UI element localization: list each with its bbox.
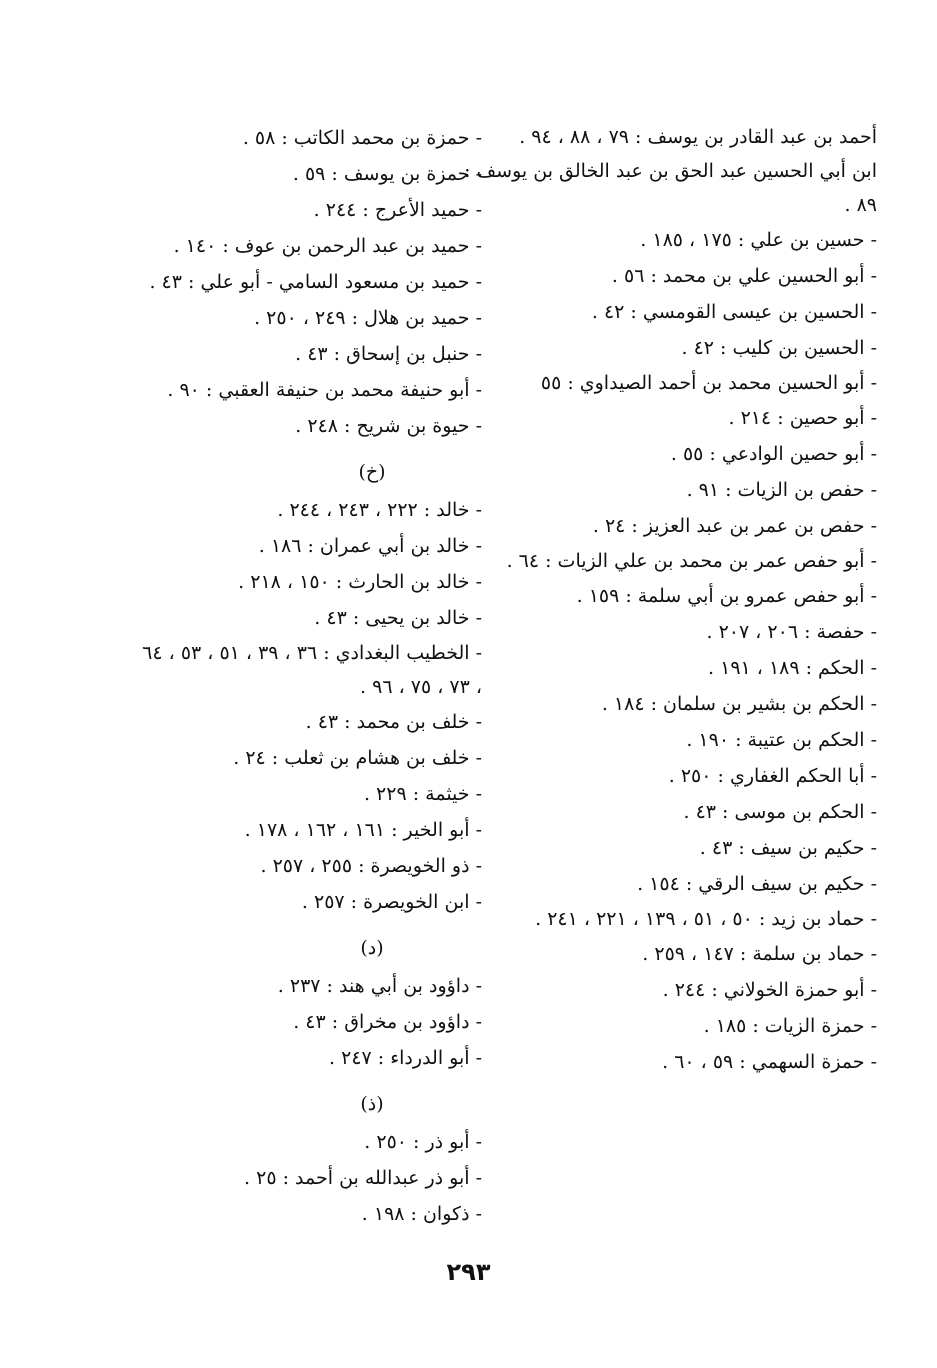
index-entry: - أبو حفص عمرو بن أبي سلمة : ١٥٩ .: [576, 585, 877, 607]
index-entry: - حميد بن عبد الرحمن بن عوف : ١٤٠ .: [173, 235, 482, 257]
index-entry: - حميد الأعرج : ٢٤٤ .: [313, 199, 482, 221]
section-heading-dhal: (ذ): [360, 1093, 384, 1115]
index-entry: - حميد بن مسعود السامي - أبو علي : ٤٣ .: [149, 271, 482, 293]
index-entry: - خالد بن يحيى : ٤٣ .: [314, 607, 482, 629]
index-entry: - أبو حفص عمر بن محمد بن علي الزيات : ٦٤ .: [506, 550, 877, 572]
index-entry: - الحكم بن عتيبة : ١٩٠ .: [686, 729, 877, 751]
index-entry: - الخطيب البغدادي : ٣٦ ، ٣٩ ، ٥١ ، ٥٣ ، ٦٤ ، ٧٣ ، ٧٥ ، ٩٦ .: [142, 642, 482, 698]
index-entry: - ذكوان : ١٩٨ .: [361, 1203, 482, 1225]
index-entry: - حفصة : ٢٠٦ ، ٢٠٧ .: [706, 621, 877, 643]
index-entry: - أبو ذر عبدالله بن أحمد : ٢٥ .: [244, 1167, 482, 1189]
index-entry: - خالد بن أبي عمران : ١٨٦ .: [258, 535, 482, 557]
index-entry: - أبو حصين : ٢١٤ .: [728, 407, 877, 429]
index-entry: - حماد بن زيد : ٥٠ ، ٥١ ، ١٣٩ ، ٢٢١ ، ٢٤١ .: [535, 908, 877, 930]
index-entry: - ابن الخويصرة : ٢٥٧ .: [301, 891, 482, 913]
index-entry: - حيوة بن شريح : ٢٤٨ .: [295, 415, 482, 437]
index-entry: - حكيم بن سيف : ٤٣ .: [699, 837, 877, 859]
index-entry: - ذو الخويصرة : ٢٥٥ ، ٢٥٧ .: [260, 855, 482, 877]
section-heading-dal: (د): [360, 937, 384, 959]
index-entry: - الحكم بن موسى : ٤٣ .: [683, 801, 877, 823]
index-entry: - أبو ذر : ٢٥٠ .: [364, 1131, 482, 1153]
index-entry: - أبو الحسين محمد بن أحمد الصيداوي : ٥٥: [540, 372, 877, 394]
index-entry: - حفص بن عمر بن عبد العزيز : ٢٤ .: [592, 515, 877, 537]
index-entry: - أبو حنيفة محمد بن حنيفة العقبي : ٩٠ .: [167, 379, 482, 401]
index-entry: - الحسين بن عيسى القومسي : ٤٢ .: [591, 301, 877, 323]
index-column-left: [142, 120, 482, 1232]
index-entry: - حفص بن الزيات : ٩١ .: [686, 479, 877, 501]
index-entry: - حمزة بن محمد الكاتب : ٥٨ .: [242, 127, 482, 149]
index-entry: - أبا الحكم الغفاري : ٢٥٠ .: [668, 765, 877, 787]
index-entry: - أبو الدرداء : ٢٤٧ .: [329, 1047, 482, 1069]
index-entry: - داؤود بن أبي هند : ٢٣٧ .: [277, 975, 482, 997]
index-entry: - حسين بن علي : ١٧٥ ، ١٨٥ .: [640, 229, 877, 251]
index-entry: - حميد بن هلال : ٢٤٩ ، ٢٥٠ .: [254, 307, 482, 329]
index-entry: - أبو حصين الوادعي : ٥٥ .: [670, 443, 877, 465]
index-entry: - خلف بن هشام بن ثعلب : ٢٤ .: [233, 747, 482, 769]
index-entry: - حماد بن سلمة : ١٤٧ ، ٢٥٩ .: [642, 943, 877, 965]
index-entry: - حنبل بن إسحاق : ٤٣ .: [295, 343, 482, 365]
index-entry: - أبو الحسين علي بن محمد : ٥٦ .: [611, 265, 877, 287]
index-entry: - الحكم بن بشير بن سلمان : ١٨٤ .: [601, 693, 877, 715]
index-entry: أحمد بن عبد القادر بن يوسف : ٧٩ ، ٨٨ ، ٩٤ .: [519, 126, 877, 148]
index-entry: - أبو الخير : ١٦١ ، ١٦٢ ، ١٧٨ .: [244, 819, 482, 841]
index-entry: ابن أبي الحسين عبد الحق بن عبد الخالق بن يوسف : ٨٩ .: [464, 160, 877, 216]
index-entry: - حمزة السهمي : ٥٩ ، ٦٠ .: [662, 1051, 877, 1073]
index-entry: - الحسين بن كليب : ٤٢ .: [681, 337, 877, 359]
index-entry: - خالد بن الحارث : ١٥٠ ، ٢١٨ .: [238, 571, 482, 593]
page-number: ٢٩٣: [446, 1258, 491, 1286]
index-entry: - حمزة بن يوسف : ٥٩ .: [292, 163, 482, 185]
index-entry: - حكيم بن سيف الرقي : ١٥٤ .: [637, 873, 877, 895]
index-column-right: [457, 120, 877, 1080]
index-entry: - خالد : ٢٢٢ ، ٢٤٣ ، ٢٤٤ .: [277, 499, 482, 521]
index-entry: - الحكم : ١٨٩ ، ١٩١ .: [708, 657, 877, 679]
index-entry: - حمزة الزيات : ١٨٥ .: [703, 1015, 877, 1037]
index-entry: - خيثمة : ٢٢٩ .: [363, 783, 482, 805]
section-heading-kha: (خ): [358, 461, 386, 483]
index-entry: - داؤود بن مخراق : ٤٣ .: [293, 1011, 482, 1033]
index-entry: - أبو حمزة الخولاني : ٢٤٤ .: [662, 979, 877, 1001]
index-entry: - خلف بن محمد : ٤٣ .: [305, 711, 482, 733]
